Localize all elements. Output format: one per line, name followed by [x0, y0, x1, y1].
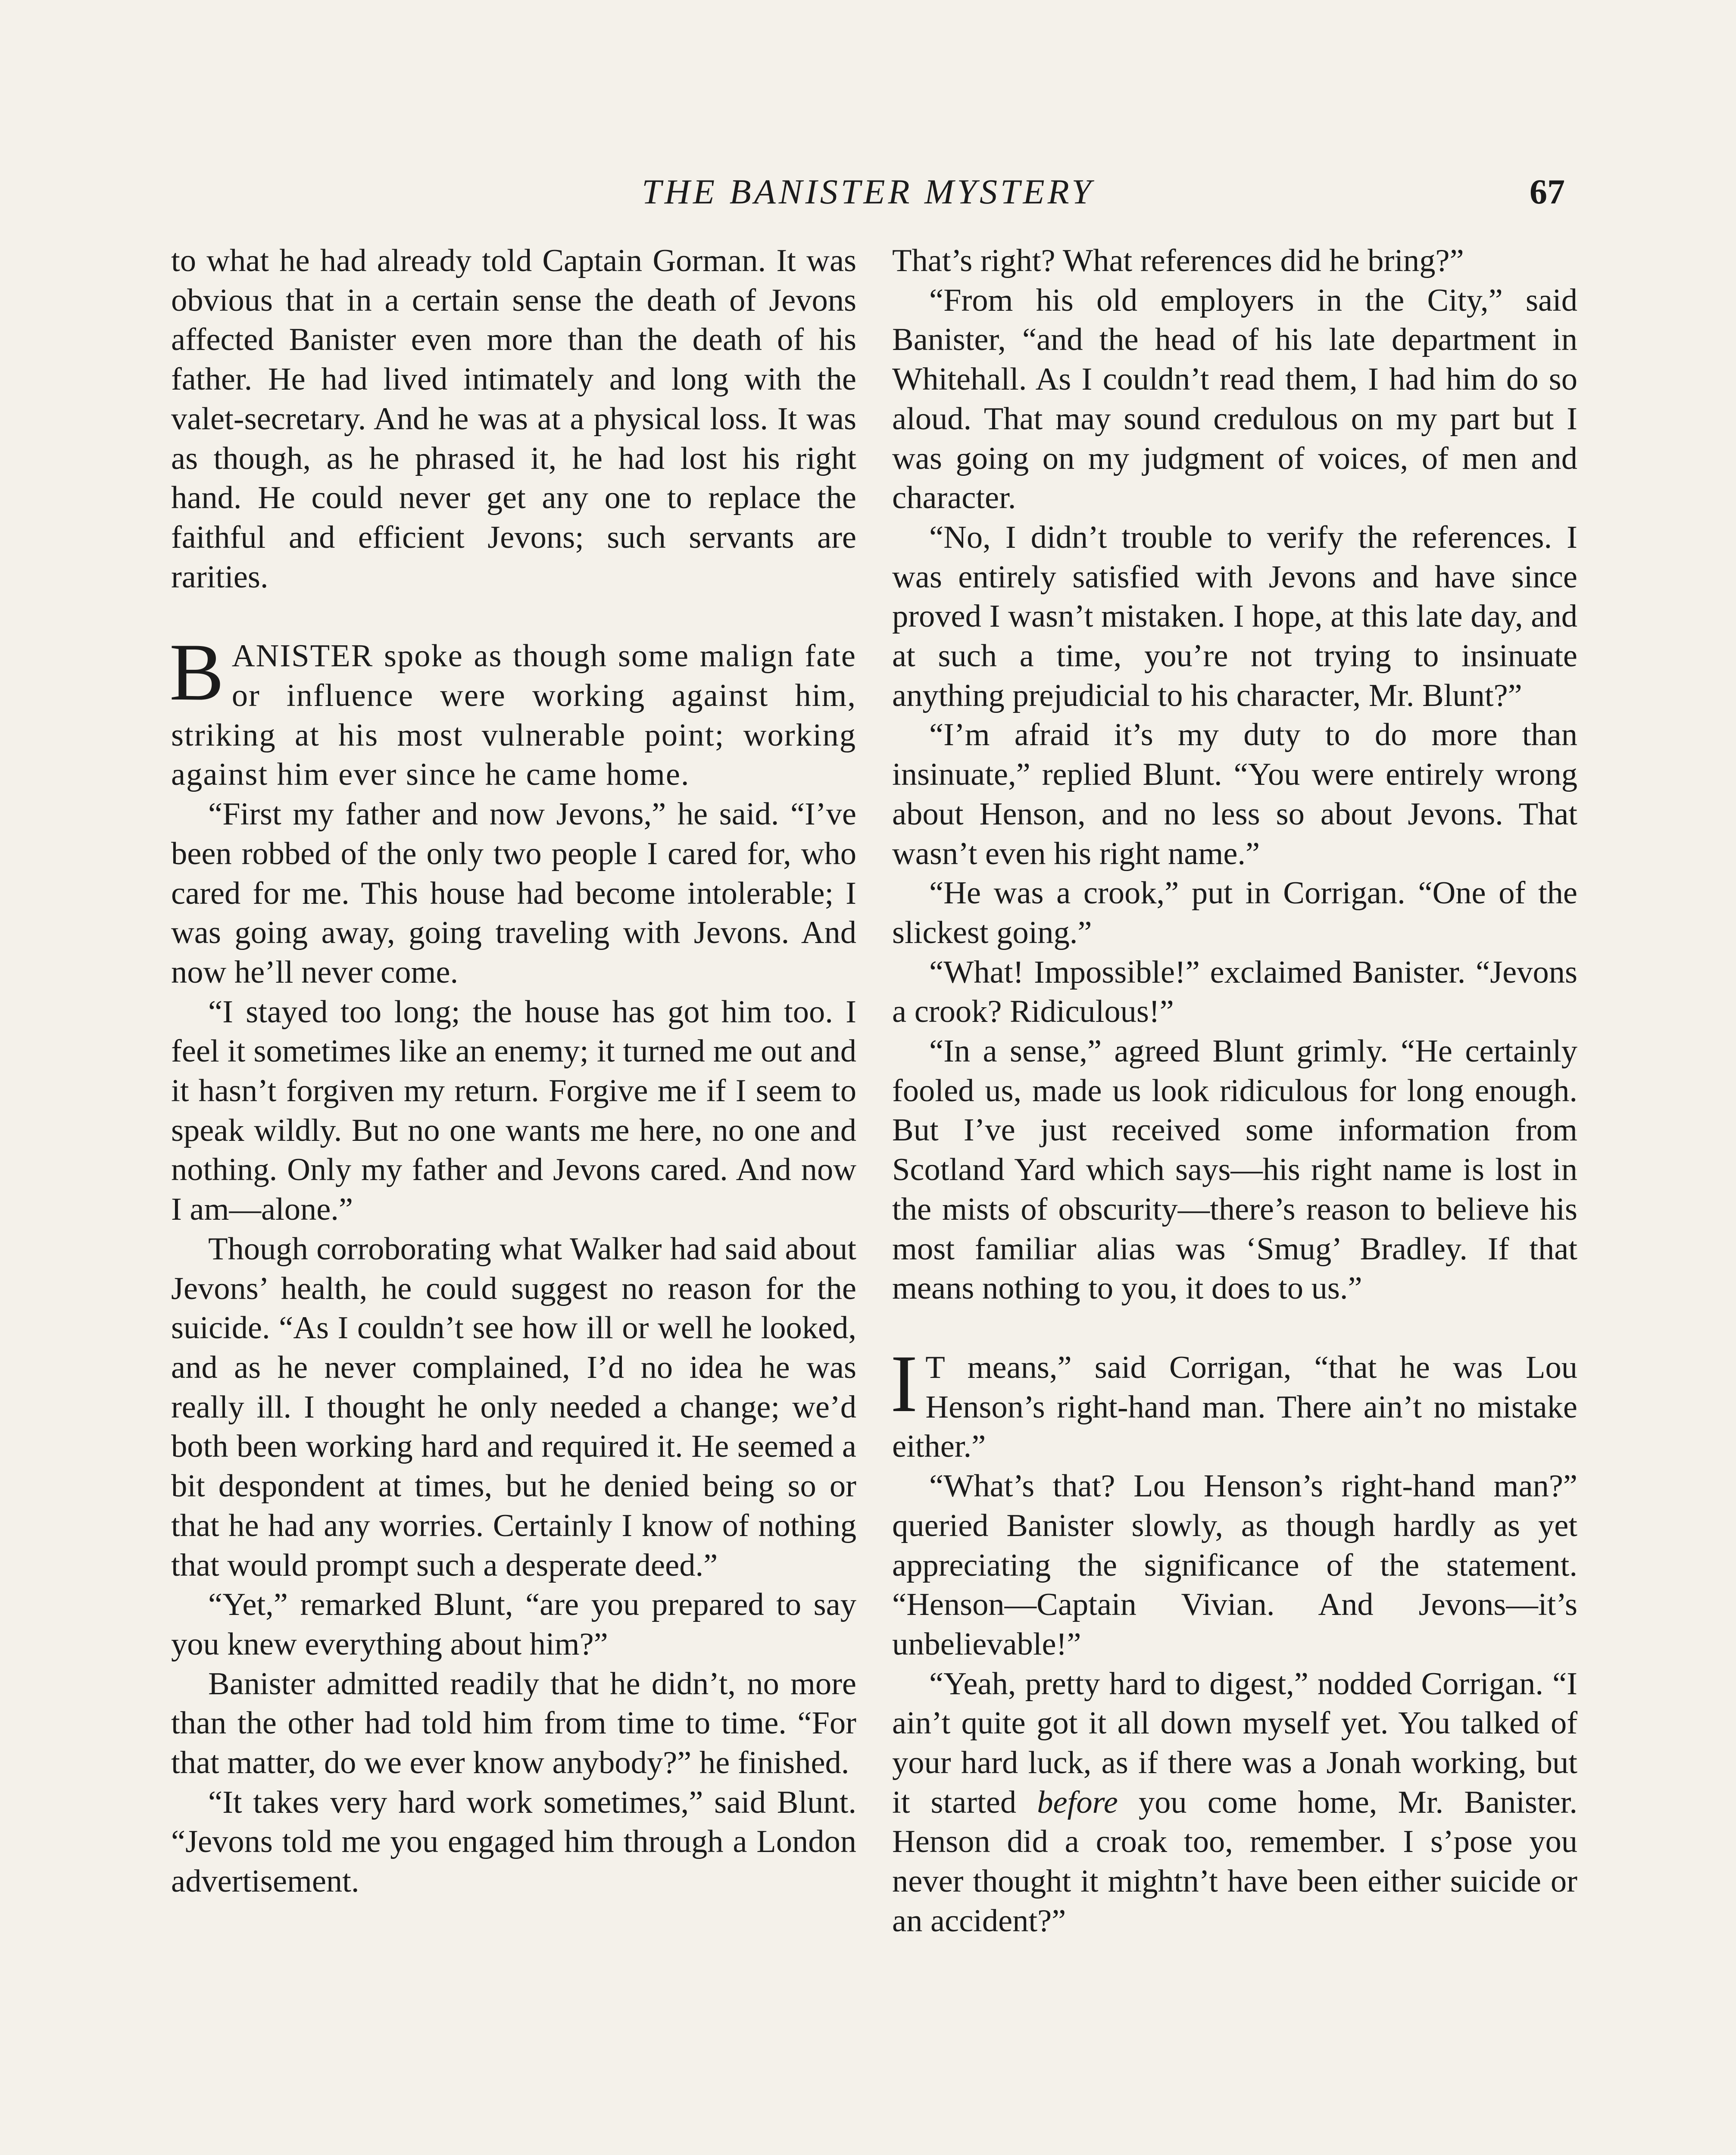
paragraph: “Yet,” remarked Blunt, “are you prepared to say you knew everything about him?” — [171, 1587, 856, 1662]
paragraph: “What’s that? Lou Henson’s right-hand man?” queried Banister slowly, as though hardly as yet appreciating the significance of the statement. “Henson—Captain Vivian. And Jevons—it’s unbelievable!” — [892, 1468, 1577, 1662]
page-number: 67 — [1530, 172, 1565, 211]
paragraph: to what he had already told Captain Gorman. It was obvious that in a certain sense the death of Jevons affected Banister even more than the death of his father. He had lived intimately and long with the valet-secretary. And he was at a physical loss. It was as though, as he phrased it, he had lost his right hand. He could never get any one to replace the faithful and efficient Jevons; such servants are rarities. — [171, 243, 856, 595]
paragraph — [892, 1665, 1577, 1941]
left-column — [171, 241, 856, 1902]
paragraph-text: “Yeah, pretty hard to digest,” nodded Corrigan. “I ain’t quite got it all down myself yet. You talked of your hard luck, as if there was a Jonah working, but it started — [892, 1666, 1577, 1820]
paragraph: Banister admitted readily that he didn’t, no more than the other had told him from time to time. “For that matter, do we ever know anybody?” he finished. — [171, 1666, 856, 1781]
running-title: THE BANISTER MYSTERY — [642, 172, 1094, 211]
paragraph-text: T means,” said Corrigan, “that he was Lou Henson’s right-hand man. There ain’t no mistake either.” — [892, 1349, 1577, 1465]
right-column — [892, 241, 1577, 1941]
paragraph-text: ANISTER spoke as though some malign fate or influence were working against him, striking at his most vulnerable point; working against him ever since he came home. — [171, 638, 856, 793]
paragraph: Though corroborating what Walker had said about Jevons’ health, he could suggest no reason for the suicide. “As I couldn’t see how ill or well he looked, and as he never complained, I’d no idea he was really ill. I thought he only needed a change; we’d both been working hard and required it. He seemed a bit despondent at times, but he denied being so or that he had any worries. Certainly I know of nothing that would prompt such a desperate deed.” — [171, 1231, 856, 1583]
paragraph: That’s right? What references did he bring?” — [892, 243, 1464, 278]
italic-word: before — [1037, 1784, 1118, 1820]
paragraph: “From his old employers in the City,” said Banister, “and the head of his late department in Whitehall. As I couldn’t read them, I had him do so aloud. That may sound credulous on my part but I was going on my judgment of voices, of men and character. — [892, 282, 1577, 516]
paragraph: “I stayed too long; the house has got him too. I feel it sometimes like an enemy; it turned me out and it hasn’t forgiven my return. Forgive me if I seem to speak wildly. But no one wants me here, no one and nothing. Only my father and Jevons cared. And now I am—alone.” — [171, 994, 856, 1227]
paragraph: “What! Impossible!” exclaimed Banister. “Jevons a crook? Ridiculous!” — [892, 954, 1577, 1030]
drop-cap: I — [890, 1338, 918, 1429]
paragraph: “It takes very hard work sometimes,” said Blunt. “Jevons told me you engaged him through a London advertisement. — [171, 1784, 856, 1899]
section-paragraph — [890, 1338, 1577, 1467]
paragraph-text: you come home, Mr. Banister. Henson did a croak too, remember. I s’pose you never thought it mightn’t have been either suicide or an accident?” — [892, 1784, 1577, 1939]
paragraph: “No, I didn’t trouble to verify the references. I was entirely satisfied with Jevons and have since proved I wasn’t mistaken. I hope, at this late day, and at such a time, you’re not trying to insinuate anything prejudicial to his character, Mr. Blunt?” — [892, 519, 1577, 713]
drop-cap: B — [169, 627, 224, 718]
running-header — [171, 170, 1565, 218]
paragraph: “First my father and now Jevons,” he said. “I’ve been robbed of the only two people I cared for, who cared for me. This house had become intolerable; I was going away, going traveling with Jevons. And now he’ll never come. — [171, 796, 856, 990]
paragraph: “I’m afraid it’s my duty to do more than insinuate,” replied Blunt. “You were entirely wrong about Henson, and no less so about Jevons. That wasn’t even his right name.” — [892, 717, 1577, 871]
section-paragraph — [169, 627, 856, 795]
paragraph: “He was a crook,” put in Corrigan. “One of the slickest going.” — [892, 875, 1577, 950]
paragraph: “In a sense,” agreed Blunt grimly. “He certainly fooled us, made us look ridiculous for long enough. But I’ve just received some information from Scotland Yard which says—his right name is lost in the mists of obscurity—there’s reason to believe his most familiar alias was ‘Smug’ Bradley. If that means nothing to you, it does to us.” — [892, 1034, 1577, 1306]
